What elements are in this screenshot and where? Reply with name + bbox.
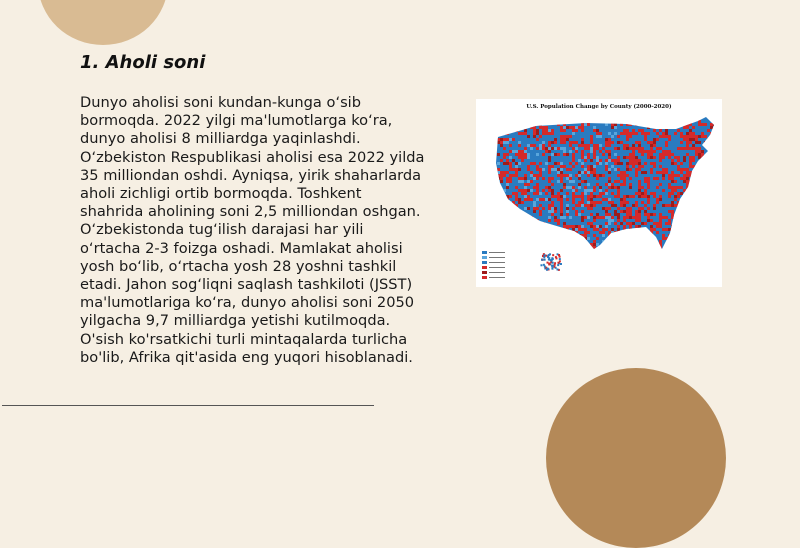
alaska-inset (540, 253, 562, 271)
us-map-graphic (476, 99, 722, 287)
slide-title: 1. Aholi soni (80, 52, 206, 73)
decorative-circle-bottom (546, 368, 726, 548)
map-legend (482, 251, 505, 279)
us-population-map-image (476, 99, 722, 287)
slide-body-text: Dunyo aholisi soni kundan-kunga o‘sib bormoqda. 2022 yilgi ma'lumotlarga ko‘ra, dunyo aholisi 8 milliardga yaqinlashdi. O‘zbekiston Respublikasi aholisi esa 2022 yilda 35 milliondan oshdi. Ayniqsa, yirik shaharlarda aholi zichligi ortib bormoqda. Toshkent shahrida aholining soni 2,5 milliondan oshgan. O‘zbekistonda tug‘ilish darajasi har yili o‘rtacha 2-3 foizga oshadi. Mamlakat aholisi yosh bo‘lib, o‘rtacha yosh 28 yoshni tashkil etadi. Jahon sog‘liqni saqlash tashkiloti (JSST) ma'lumotlariga ko‘ra, dunyo aholisi soni 2050 yilgacha 9,7 milliardga yetishi kutilmoqda. O'sish ko'rsatkichi turli mintaqalarda turlicha bo'lib, Afrika qit'asida eng yuqori hisoblanadi. (80, 94, 425, 366)
divider-line (2, 405, 374, 406)
map-title: U.S. Population Change by County (2000-2020) (526, 104, 672, 110)
decorative-circle-top (38, 0, 168, 45)
